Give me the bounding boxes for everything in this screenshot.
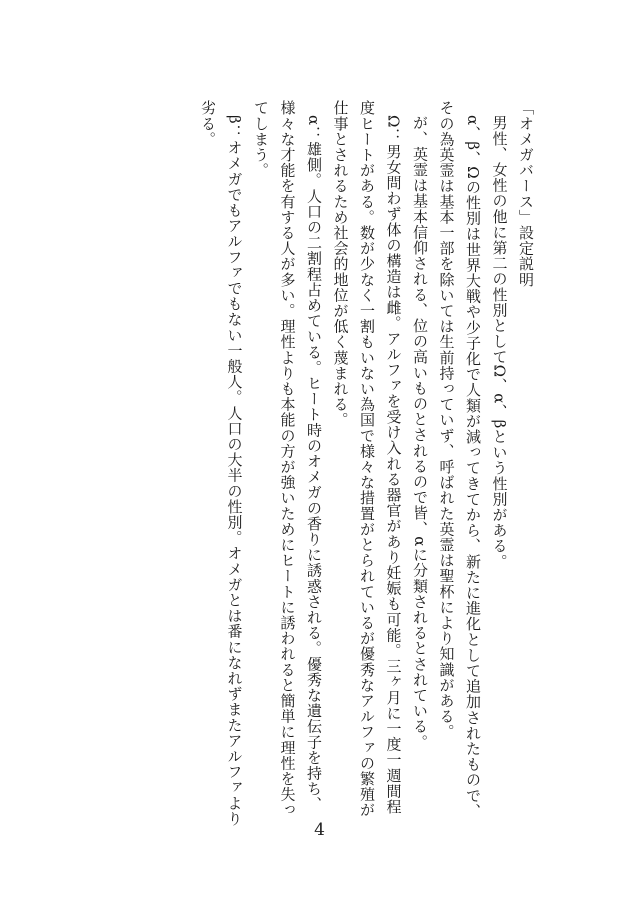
vertical-text-body <box>99 100 539 830</box>
paragraph: α：雄側。人口の二割程占めている。ヒート時のオメガの香りに誘惑される。優秀な遺伝子を持ち、様々な才能を有する人が多い。理性よりも本能の方が強いためにヒートに誘われると簡単に理性を失ってしまう。 <box>252 100 323 818</box>
paragraph: Ω：男女問わず体の構造は雌。アルファを受け入れる器官があり妊娠も可能。三ヶ月に一度一週間程度ヒートがある。数が少なく一割もいない為国で様々な措置がとられているが優秀なアルファの繁殖が仕事とされるため社会的地位が低く蔑まれる。 <box>331 100 403 818</box>
page-number: 4 <box>314 820 325 840</box>
paragraph: β：オメガでもアルファでもない一般人。人口の大半の性別。オメガとは番になれずまたアルファより劣る。 <box>199 100 244 827</box>
paragraph: 男性、女性の他に第二の性別としてΩ、α、βという性別がある。 <box>490 115 509 570</box>
paragraph: α、β、Ωの性別は世界大戦や少子化で人類が減ってきてから、新たに進化として追加されたもので、その為英霊は基本一部を除いては生前持っていず、呼ばれた英霊は聖杯により知識がある。 <box>437 100 482 819</box>
document-title: 「オメガバース」設定説明 <box>517 100 535 288</box>
paragraph: が、英霊は基本信仰される、位の高いものとされるので皆、αに分類されるとされている。 <box>411 115 429 750</box>
